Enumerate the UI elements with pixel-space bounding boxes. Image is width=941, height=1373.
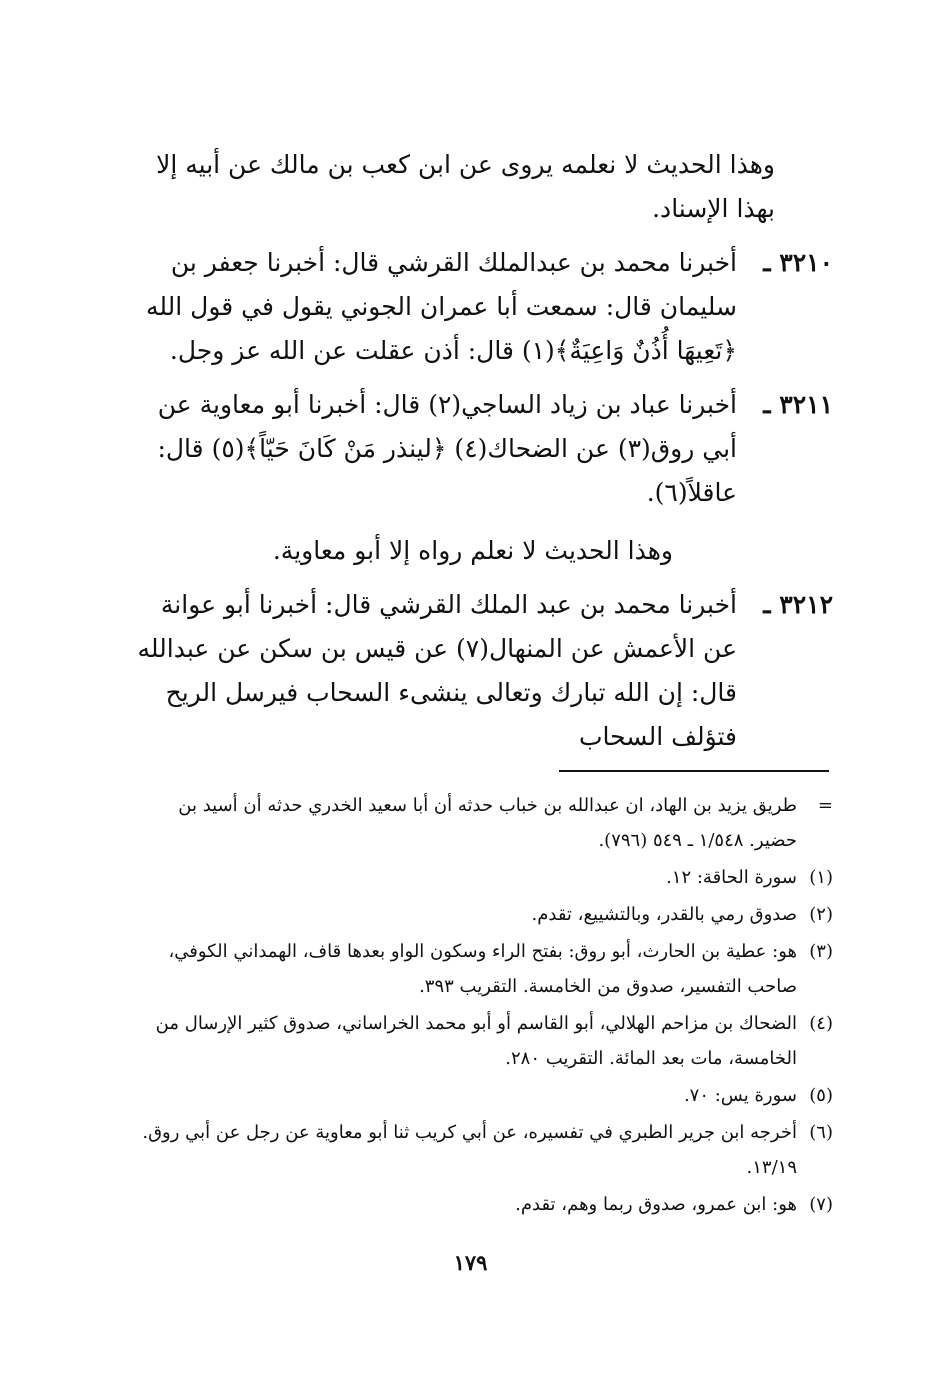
- footnote-text: أخرجه ابن جرير الطبري في تفسيره، عن أبي كريب ثنا أبو معاوية عن رجل عن أبي روق. ١٣/١٩.: [142, 1122, 797, 1178]
- footnote-text: الضحاك بن مزاحم الهلالي، أبو القاسم أو أبو محمد الخراساني، صدوق كثير الإرسال من الخامسة، مات بعد المائة. التقريب ٢٨٠.: [155, 1013, 797, 1069]
- footnote-text: سورة يس: ٧٠.: [683, 1085, 797, 1106]
- footnote-1: [133, 860, 833, 895]
- footnote-text: صدوق رمي بالقدر، وبالتشييع، تقدم.: [531, 904, 797, 925]
- entry-number: ٣٢١١ ـ: [763, 390, 833, 419]
- footnote-marker: (٦): [809, 1122, 833, 1143]
- footnote-text: طريق يزيد بن الهاد، ان عبدالله بن خباب حدثه أن أبا سعيد الخدري حدثه أن أسيد بن حضير. ١/٥٤٨ ـ ٥٤٩ (٧٩٦).: [178, 795, 797, 851]
- entry-text: أخبرنا عباد بن زياد الساجي(٢) قال: أخبرنا أبو معاوية عن أبي روق(٣) عن الضحاك(٤) ﴿لينذر مَنْ كَانَ حَيّاً﴾(٥) قال: عاقلاً(٦).: [157, 390, 737, 507]
- footnote-marker: =: [817, 795, 833, 816]
- page-number: ١٧٩: [453, 1250, 488, 1275]
- entry-number: ٣٢١٠ ـ: [763, 248, 833, 277]
- hadith-entry-3210: [133, 241, 833, 373]
- footnote-4: [133, 1006, 833, 1076]
- footnote-separator: [559, 770, 829, 772]
- footnote-text: سورة الحاقة: ١٢.: [666, 867, 797, 888]
- entry-number: ٣٢١٢ ـ: [763, 590, 833, 619]
- footnote-text: هو: ابن عمرو، صدوق ربما وهم، تقدم.: [515, 1194, 797, 1215]
- footnote-marker: (٥): [809, 1085, 833, 1106]
- footnote-marker: (٧): [809, 1194, 833, 1215]
- footnote-7: [133, 1187, 833, 1222]
- closing-remark: وهذا الحديث لا نعلم رواه إلا أبو معاوية.: [272, 536, 673, 565]
- footnotes: [133, 788, 833, 1224]
- footnote-6: [133, 1115, 833, 1185]
- entry-text: أخبرنا محمد بن عبدالملك القرشي قال: أخبرنا جعفر بن سليمان قال: سمعت أبا عمران الجوني يقول في قول الله ﴿تَعِيهَا أُذُنٌ وَاعِيَةٌ﴾(١) قال: أذن عقلت عن الله عز وجل.: [145, 248, 737, 365]
- footnote-marker: (١): [809, 867, 833, 888]
- hadith-entry-3211: [133, 383, 833, 515]
- intro-paragraph: وهذا الحديث لا نعلمه يروى عن ابن كعب بن مالك عن أبيه إلا بهذا الإسناد.: [156, 150, 775, 223]
- footnote-text: هو: عطية بن الحارث، أبو روق: بفتح الراء وسكون الواو بعدها قاف، الهمداني الكوفي، صاحب التفسير، صدوق من الخامسة. التقريب ٣٩٣.: [168, 941, 797, 997]
- footnote-2: [133, 897, 833, 932]
- footnote-marker: (٤): [809, 1013, 833, 1034]
- hadith-entry-3212: [133, 583, 833, 759]
- footnote-5: [133, 1078, 833, 1113]
- main-text: [133, 143, 833, 759]
- footnote-marker: (٣): [809, 941, 833, 962]
- footnote-3: [133, 934, 833, 1004]
- entry-text: أخبرنا محمد بن عبد الملك القرشي قال: أخبرنا أبو عوانة عن الأعمش عن المنهال(٧) عن قيس بن سكن عن عبدالله قال: إن الله تبارك وتعالى ينشىء السحاب فيرسل الريح فتؤلف السحاب: [137, 590, 737, 751]
- footnote-continuation: [133, 788, 833, 858]
- footnote-marker: (٢): [809, 904, 833, 925]
